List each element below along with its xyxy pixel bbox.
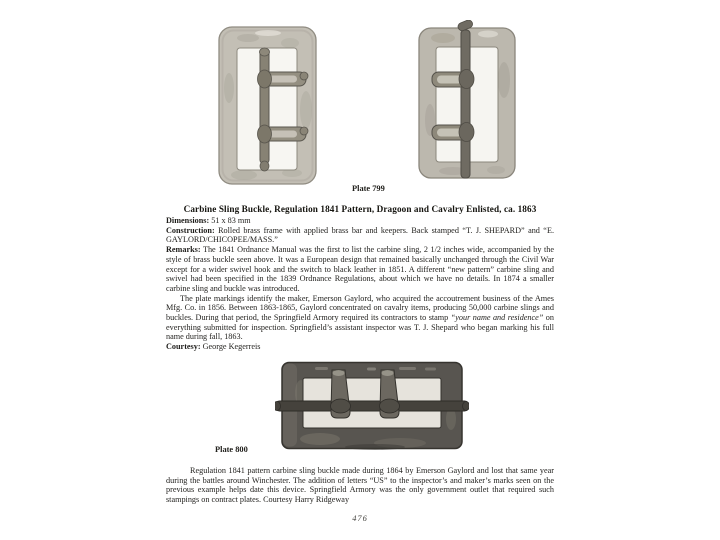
entry-title: Carbine Sling Buckle, Regulation 1841 Pattern, Dragoon and Cavalry Enlisted, ca. 1863 bbox=[183, 204, 537, 214]
buckle-front-image bbox=[218, 26, 317, 185]
courtesy-line bbox=[166, 342, 554, 352]
buckle-1864-image bbox=[275, 361, 469, 450]
remarks-paragraph bbox=[166, 245, 554, 294]
buckle-back-image bbox=[418, 20, 516, 180]
remarks-p2-post: on everything submitted for inspection. Springfield’s assistant inspector was T. J. Shepard who began marking his full name during fall, 1863. bbox=[166, 313, 554, 342]
courtesy-value: George Kegerreis bbox=[200, 342, 261, 352]
entry-title-row bbox=[166, 204, 554, 215]
dimensions-value: 51 x 83 mm bbox=[209, 216, 251, 225]
remarks-value: The 1841 Ordnance Manual was the first to list the carbine sling, 2 1/2 inches wide, accompanied by the style of brass buckle seen above. It was a European design that remained basically unchanged through the Civil War except for a wider swivel hook and the switch to black leather in 1851. A different “new pattern” carbine sling and swivel had been specified in the 1839 Ordnance Regulations, about which we have no details. In 1874 a smaller carbine sling and buckle was introduced. bbox=[166, 245, 554, 293]
dimensions-label: Dimensions: bbox=[166, 216, 210, 225]
remarks-p2-quote: “your name and residence” bbox=[450, 313, 544, 323]
remarks-paragraph-2 bbox=[166, 294, 554, 343]
entry-text-block bbox=[166, 204, 554, 352]
plate-800-label: Plate 800 bbox=[215, 445, 248, 454]
remarks-p2-pre: The plate markings identify the maker, Emerson Gaylord, who acquired the accoutrement business of the Ames Mfg. Co. in 1856. Between 1863-1865, Gaylord concentrated on cavalry items, producing 50,000 carbine slings and buckles. During that period, the Springfield Armory required its contractors to stamp bbox=[166, 293, 554, 323]
construction-label: Construction: bbox=[166, 225, 215, 235]
page-number: 476 bbox=[352, 514, 368, 523]
courtesy-label: Courtesy: bbox=[166, 342, 201, 352]
dimensions-line bbox=[166, 216, 554, 226]
plate-800-caption: Regulation 1841 pattern carbine sling buckle made during 1864 by Emerson Gaylord and lost that same year during the battles around Winchester. The addition of letters “US” to the inspector’s and maker’s marks seen on the previous example helps date this device. Springfield Armory was the only government outlet that required such stampings on contract plates. Courtesy Harry Ridgeway bbox=[166, 466, 554, 505]
carbine-sling-buckle-back-photo bbox=[418, 20, 516, 180]
construction-line bbox=[166, 226, 554, 245]
carbine-sling-buckle-1864-photo bbox=[275, 361, 469, 450]
construction-value: Rolled brass frame with applied brass bar and keepers. Back stamped “T. J. SHEPARD” and “E. GAYLORD/CHICOPEE/MASS.” bbox=[166, 225, 554, 245]
plate-799-label: Plate 799 bbox=[352, 184, 385, 193]
remarks-label: Remarks: bbox=[166, 245, 201, 255]
carbine-sling-buckle-front-photo bbox=[218, 26, 317, 185]
